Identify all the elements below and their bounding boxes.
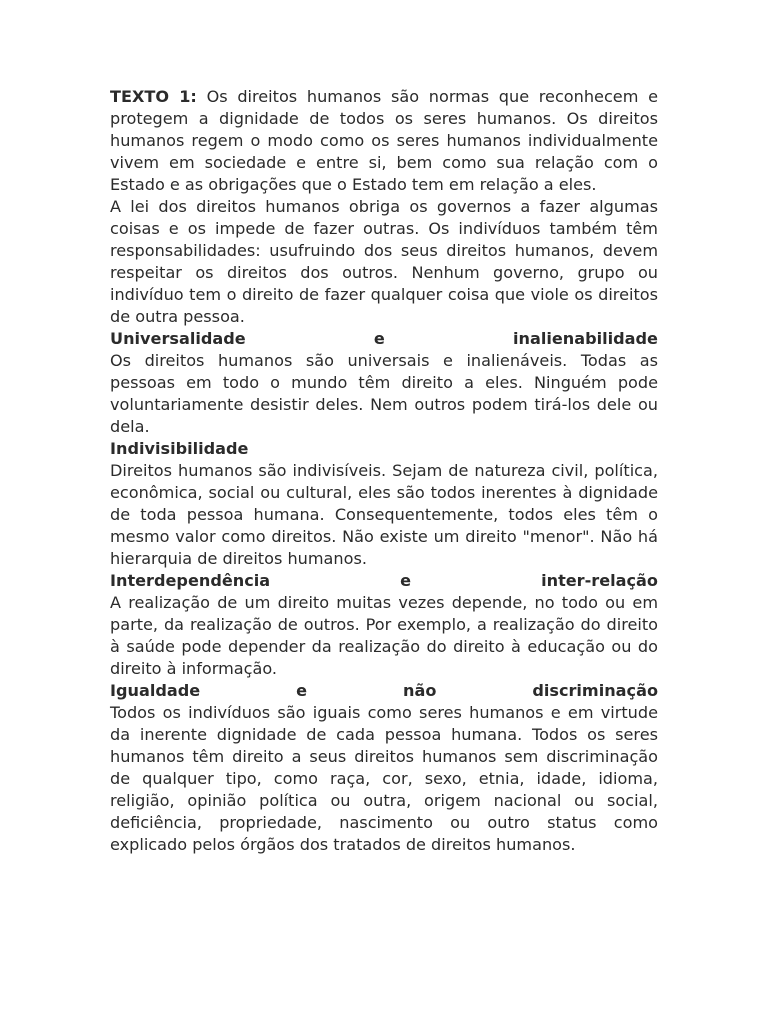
section-body-igualdade: Todos os indivíduos são iguais como seres humanos e em virtude da inerente dignidade de cada pessoa humana. Todos os seres humanos têm direito a seus direitos humanos sem discriminação de qualquer tipo, como raça, cor, sexo, etnia, idade, idioma, religião, opinião política ou outra, origem nacional ou social, deficiência, propriedade, nascimento ou outro status como explicado pelos órgãos dos tratados de direitos humanos. — [110, 703, 658, 854]
section-body-interdependencia: A realização de um direito muitas vezes depende, no todo ou em parte, da realização de outros. Por exemplo, a realização do direito à saúde pode depender da realização do direito à educação ou do direito à informação. — [110, 593, 658, 678]
intro-text: Os direitos humanos são normas que reconhecem e protegem a dignidade de todos os seres humanos. Os direitos humanos regem o modo como os seres humanos individualmente vivem em sociedade e entre si, bem como sua relação com o Estado e as obrigações que o Estado tem em relação a eles. — [110, 87, 658, 194]
section-body-indivisibilidade: Direitos humanos são indivisíveis. Sejam de natureza civil, política, econômica, social ou cultural, eles são todos inerentes à dignidade de toda pessoa humana. Consequentemente, todos eles têm o mesmo valor como direitos. Não existe um direito "menor". Não há hierarquia de direitos humanos. — [110, 461, 658, 568]
section-heading-interdependencia — [110, 570, 658, 592]
heading-word: discriminação — [532, 681, 658, 700]
heading-word: Universalidade — [110, 329, 246, 348]
heading-word: Igualdade — [110, 681, 201, 700]
intro-paragraph — [110, 86, 658, 196]
intro-label: TEXTO 1: — [110, 87, 197, 106]
section-heading-indivisibilidade: Indivisibilidade — [110, 439, 249, 458]
heading-word: e — [296, 681, 308, 700]
heading-word: e — [373, 329, 385, 348]
heading-word: e — [400, 571, 412, 590]
document-page — [110, 86, 658, 856]
heading-word: Interdependência — [110, 571, 271, 590]
section-body-universalidade: Os direitos humanos são universais e inalienáveis. Todas as pessoas em todo o mundo têm direito a eles. Ninguém pode voluntariamente desistir deles. Nem outros podem tirá-los dele ou dela. — [110, 351, 658, 436]
intro-paragraph-2: A lei dos direitos humanos obriga os governos a fazer algumas coisas e os impede de fazer outras. Os indivíduos também têm responsabilidades: usufruindo dos seus direitos humanos, devem respeitar os direitos dos outros. Nenhum governo, grupo ou indivíduo tem o direito de fazer qualquer coisa que viole os direitos de outra pessoa. — [110, 197, 658, 326]
heading-word: não — [403, 681, 437, 700]
section-heading-universalidade — [110, 328, 658, 350]
heading-word: inter-relação — [541, 571, 658, 590]
section-heading-igualdade — [110, 680, 658, 702]
heading-word: inalienabilidade — [512, 329, 658, 348]
